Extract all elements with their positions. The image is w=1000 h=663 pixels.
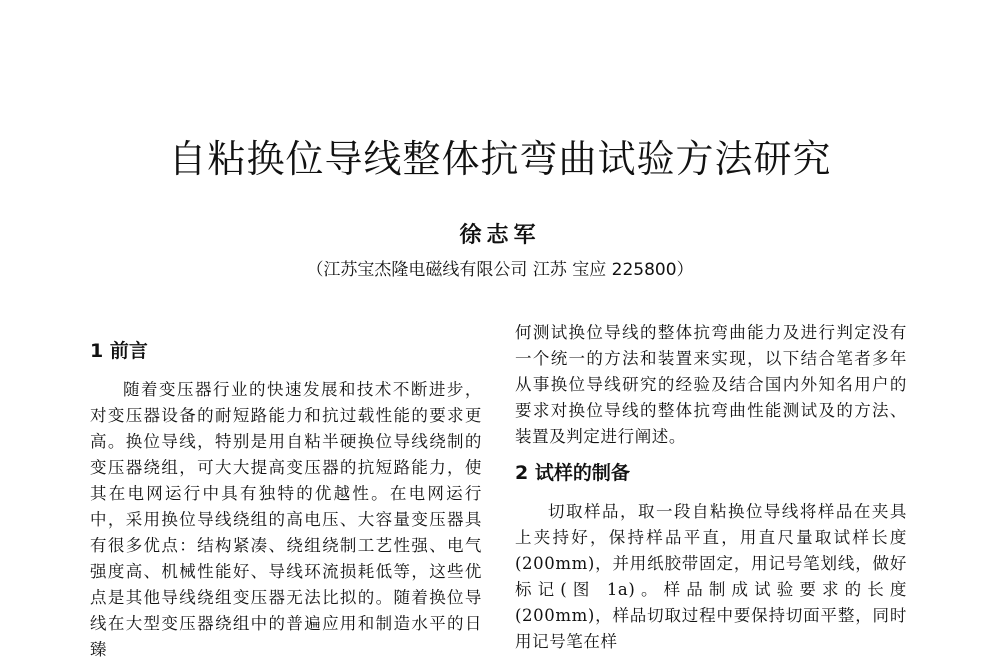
sample-paragraph: 切取样品，取一段自粘换位导线将样品在夹具上夹持好，保持样品平直，用直尺量取试样长度(200mm)，并用纸胶带固定，用记号笔划线，做好标记(图 1a)。样品制成试验要求的长度(200mm)，样品切取过程中要保持切面平整，同时用记号笔在样: [515, 502, 907, 651]
continued-paragraph: 何测试换位导线的整体抗弯曲能力及进行判定没有一个统一的方法和装置来实现，以下结合笔者多年从事换位导线研究的经验及结合国内外知名用户的要求对换位导线的整体抗弯曲性能测试及的方法、装置及判定进行阐述。: [515, 323, 907, 446]
left-column: [90, 336, 482, 663]
section-heading-intro: 1 前言: [90, 340, 148, 362]
right-column: [515, 320, 907, 655]
article-title: 自粘换位导线整体抗弯曲试验方法研究: [168, 137, 832, 181]
author-affiliation: （江苏宝杰隆电磁线有限公司 江苏 宝应 225800）: [306, 260, 694, 280]
intro-paragraph: 随着变压器行业的快速发展和技术不断进步，对变压器设备的耐短路能力和抗过载性能的要求更高。换位导线，特别是用自粘半硬换位导线绕制的变压器绕组，可大大提高变压器的抗短路能力，使其在电网运行中具有独特的优越性。在电网运行中，采用换位导线绕组的高电压、大容量变压器具有很多优点：结构紧凑、绕组绕制工艺性强、电气强度高、机械性能好、导线环流损耗低等，这些优点是其他导线绕组变压器无法比拟的。随着换位导线在大型变压器绕组中的普遍应用和制造水平的日臻: [90, 380, 482, 659]
author-name: 徐志军: [459, 222, 541, 248]
section-heading-sample: 2 试样的制备: [515, 462, 630, 484]
